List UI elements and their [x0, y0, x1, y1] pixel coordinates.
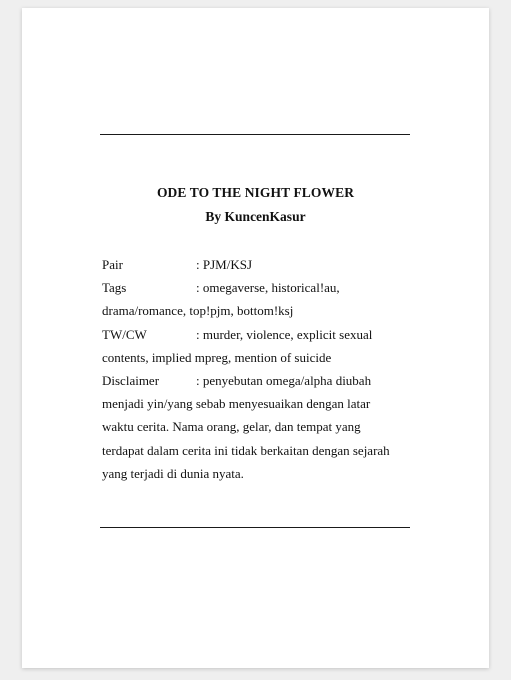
field-value-continuation: contents, implied mpreg, mention of suicide: [102, 349, 332, 365]
metadata-block: [102, 253, 402, 485]
field-tags: [102, 276, 402, 322]
field-disclaimer: [102, 369, 402, 485]
field-value: : murder, violence, explicit sexual: [196, 326, 373, 342]
field-value-continuation: waktu cerita. Nama orang, gelar, dan tempat yang: [102, 419, 361, 435]
field-value-continuation: drama/romance, top!pjm, bottom!ksj: [102, 303, 294, 319]
field-value: : PJM/KSJ: [196, 257, 252, 272]
document-title: ODE TO THE NIGHT FLOWER: [156, 185, 355, 200]
field-label: Disclaimer: [102, 373, 160, 389]
field-value-continuation: menjadi yin/yang sebab menyesuaikan dengan latar: [102, 396, 371, 412]
document-page: [22, 8, 489, 668]
field-label: Tags: [102, 280, 127, 296]
author-byline: By KuncenKasur: [205, 209, 306, 224]
top-divider: [100, 134, 410, 135]
field-label: Pair: [102, 257, 123, 272]
field-pair: [102, 253, 402, 276]
field-value: : penyebutan omega/alpha diubah: [196, 373, 372, 389]
field-value-continuation: terdapat dalam cerita ini tidak berkaitan dengan sejarah: [102, 442, 390, 458]
field-value: : omegaverse, historical!au,: [196, 280, 340, 296]
field-label: TW/CW: [102, 326, 147, 342]
field-value-continuation: yang terjadi di dunia nyata.: [102, 465, 244, 481]
bottom-divider: [100, 527, 410, 528]
field-tw-cw: [102, 323, 402, 369]
